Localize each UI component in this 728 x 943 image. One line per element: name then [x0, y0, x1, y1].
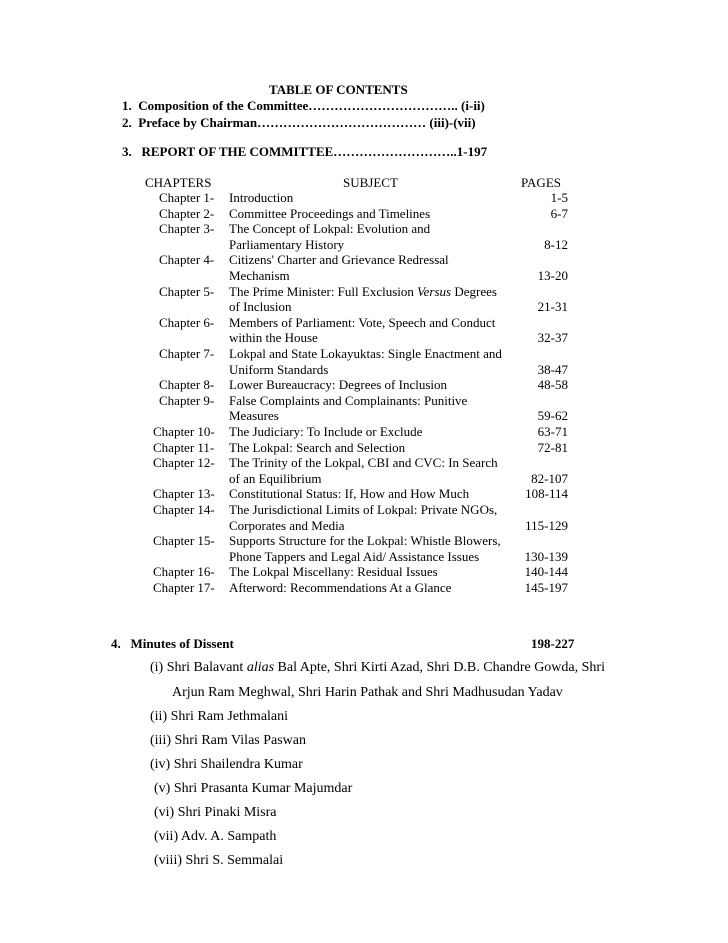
chapter-subject-line: The Lokpal Miscellany: Residual Issues — [229, 564, 438, 580]
chapter-subject-line: of Inclusion — [229, 299, 292, 315]
chapter-pages: 48-58 — [537, 377, 568, 393]
chapter-pages: 6-7 — [550, 205, 568, 221]
dissent-entry-italic: alias — [246, 660, 275, 675]
toc-item-number: 2. — [122, 115, 132, 130]
chapter-label: Chapter 11- — [153, 439, 215, 455]
chapter-subject-line: Citizens' Charter and Grievance Redressal — [229, 252, 449, 268]
chapter-pages: 108-114 — [525, 486, 568, 502]
toc-item-number: 1. — [122, 98, 132, 113]
toc-item-3 — [122, 144, 487, 160]
dissent-pages: 198-227 — [531, 636, 575, 651]
chapter-subject-line: Lokpal and State Lokayuktas: Single Enactment and — [229, 346, 502, 361]
chapters-header: CHAPTERS — [145, 175, 212, 190]
toc-item-text: Preface by Chairman………………………………… (iii)-(vii) — [138, 115, 476, 130]
toc-title: TABLE OF CONTENTS — [269, 82, 408, 97]
toc-item-4 — [111, 636, 234, 652]
chapter-pages: 1-5 — [550, 190, 568, 205]
chapter-subject-line: Uniform Standards — [229, 361, 329, 377]
chapter-subject-line: Committee Proceedings and Timelines — [229, 205, 431, 221]
chapter-subject-line: Supports Structure for the Lokpal: Whistle Blowers, — [229, 533, 501, 549]
subject-header: SUBJECT — [343, 175, 398, 190]
chapter-pages: 21-31 — [537, 299, 568, 315]
toc-item-1 — [122, 98, 485, 114]
chapter-label: Chapter 3- — [159, 221, 215, 237]
chapter-label: Chapter 1- — [159, 190, 215, 205]
chapter-subject-line: The Prime Minister: Full Exclusion Versus Degrees — [229, 283, 497, 299]
dissent-entry: (vii) Adv. A. Sampath — [154, 829, 277, 844]
chapter-pages: 32-37 — [537, 330, 568, 346]
chapter-subject-line: Constitutional Status: If, How and How Much — [229, 486, 470, 502]
chapter-pages: 63-71 — [537, 424, 568, 439]
dissent-entry: (v) Shri Prasanta Kumar Majumdar — [154, 781, 353, 796]
dissent-entry-text: (i) Shri Balavant — [150, 660, 247, 675]
chapter-pages: 140-144 — [524, 564, 568, 580]
chapter-subject-line: Afterword: Recommendations At a Glance — [229, 580, 452, 595]
dissent-entry: (viii) Shri S. Semmalai — [154, 853, 284, 868]
chapter-subject-line: of an Equilibrium — [229, 470, 322, 486]
chapter-pages: 59-62 — [537, 408, 568, 424]
toc-item-text: REPORT OF THE COMMITTEE………………………..1-197 — [141, 144, 488, 159]
chapter-subject-line: The Trinity of the Lokpal, CBI and CVC: In Search — [229, 455, 498, 471]
chapter-label: Chapter 9- — [159, 392, 215, 408]
chapter-label: Chapter 13- — [153, 486, 215, 502]
chapter-label: Chapter 12- — [153, 455, 215, 471]
chapter-label: Chapter 17- — [153, 580, 215, 595]
toc-item-number: 3. — [122, 144, 132, 159]
dissent-entry-1 — [150, 660, 605, 676]
chapter-pages: 13-20 — [537, 268, 568, 283]
chapter-subject-line: Corporates and Media — [229, 517, 345, 533]
chapter-pages: 82-107 — [531, 470, 568, 486]
chapter-label: Chapter 2- — [159, 205, 215, 221]
dissent-entry-1-line2: Arjun Ram Meghwal, Shri Harin Pathak and Shri Madhusudan Yadav — [172, 685, 563, 700]
toc-item-number: 4. — [111, 636, 121, 651]
chapter-subject-line: Members of Parliament: Vote, Speech and Conduct — [229, 314, 496, 330]
chapter-subject-line: The Jurisdictional Limits of Lokpal: Private NGOs, — [229, 502, 498, 517]
toc-item-2 — [122, 115, 476, 131]
chapter-subject-line: Introduction — [229, 190, 294, 205]
chapter-label: Chapter 5- — [159, 283, 215, 299]
chapter-pages: 72-81 — [537, 439, 568, 455]
dissent-entry: (vi) Shri Pinaki Misra — [154, 805, 277, 820]
chapter-subject-line: The Lokpal: Search and Selection — [229, 439, 406, 455]
chapter-subject-line: Parliamentary History — [229, 236, 345, 252]
dissent-entry: (ii) Shri Ram Jethmalani — [150, 709, 289, 724]
chapter-label: Chapter 10- — [153, 424, 215, 439]
chapter-pages: 115-129 — [525, 517, 568, 533]
chapter-subject-line: Mechanism — [229, 268, 290, 283]
chapter-pages: 130-139 — [524, 548, 568, 564]
chapter-subject-line: Lower Bureaucracy: Degrees of Inclusion — [229, 377, 448, 393]
dissent-entry: (iii) Shri Ram Vilas Paswan — [150, 733, 307, 748]
chapter-subject-line: False Complaints and Complainants: Punitive — [229, 392, 468, 408]
dissent-entry-text: Bal Apte, Shri Kirti Azad, Shri D.B. Chandre Gowda, Shri — [274, 660, 605, 675]
chapter-label: Chapter 4- — [159, 252, 215, 268]
chapter-label: Chapter 14- — [153, 502, 215, 517]
chapter-subject-line: The Judiciary: To Include or Exclude — [229, 424, 423, 439]
pages-header: PAGES — [521, 175, 561, 190]
chapter-label: Chapter 7- — [159, 346, 215, 361]
chapter-label: Chapter 16- — [153, 564, 215, 580]
chapter-subject-line: within the House — [229, 330, 318, 346]
dissent-title: Minutes of Dissent — [130, 636, 234, 651]
dissent-entry: (iv) Shri Shailendra Kumar — [150, 757, 303, 772]
chapter-subject-line: Measures — [229, 408, 279, 424]
chapter-label: Chapter 6- — [159, 314, 215, 330]
chapter-pages: 38-47 — [537, 361, 568, 377]
chapter-label: Chapter 15- — [153, 533, 215, 549]
chapter-pages: 145-197 — [524, 580, 568, 595]
chapter-subject-line: The Concept of Lokpal: Evolution and — [229, 221, 431, 237]
chapter-pages: 8-12 — [544, 236, 568, 252]
toc-item-text: Composition of the Committee…………………………….. (i-ii) — [138, 98, 485, 113]
chapter-subject-line: Phone Tappers and Legal Aid/ Assistance Issues — [229, 548, 480, 564]
chapter-label: Chapter 8- — [159, 377, 215, 393]
